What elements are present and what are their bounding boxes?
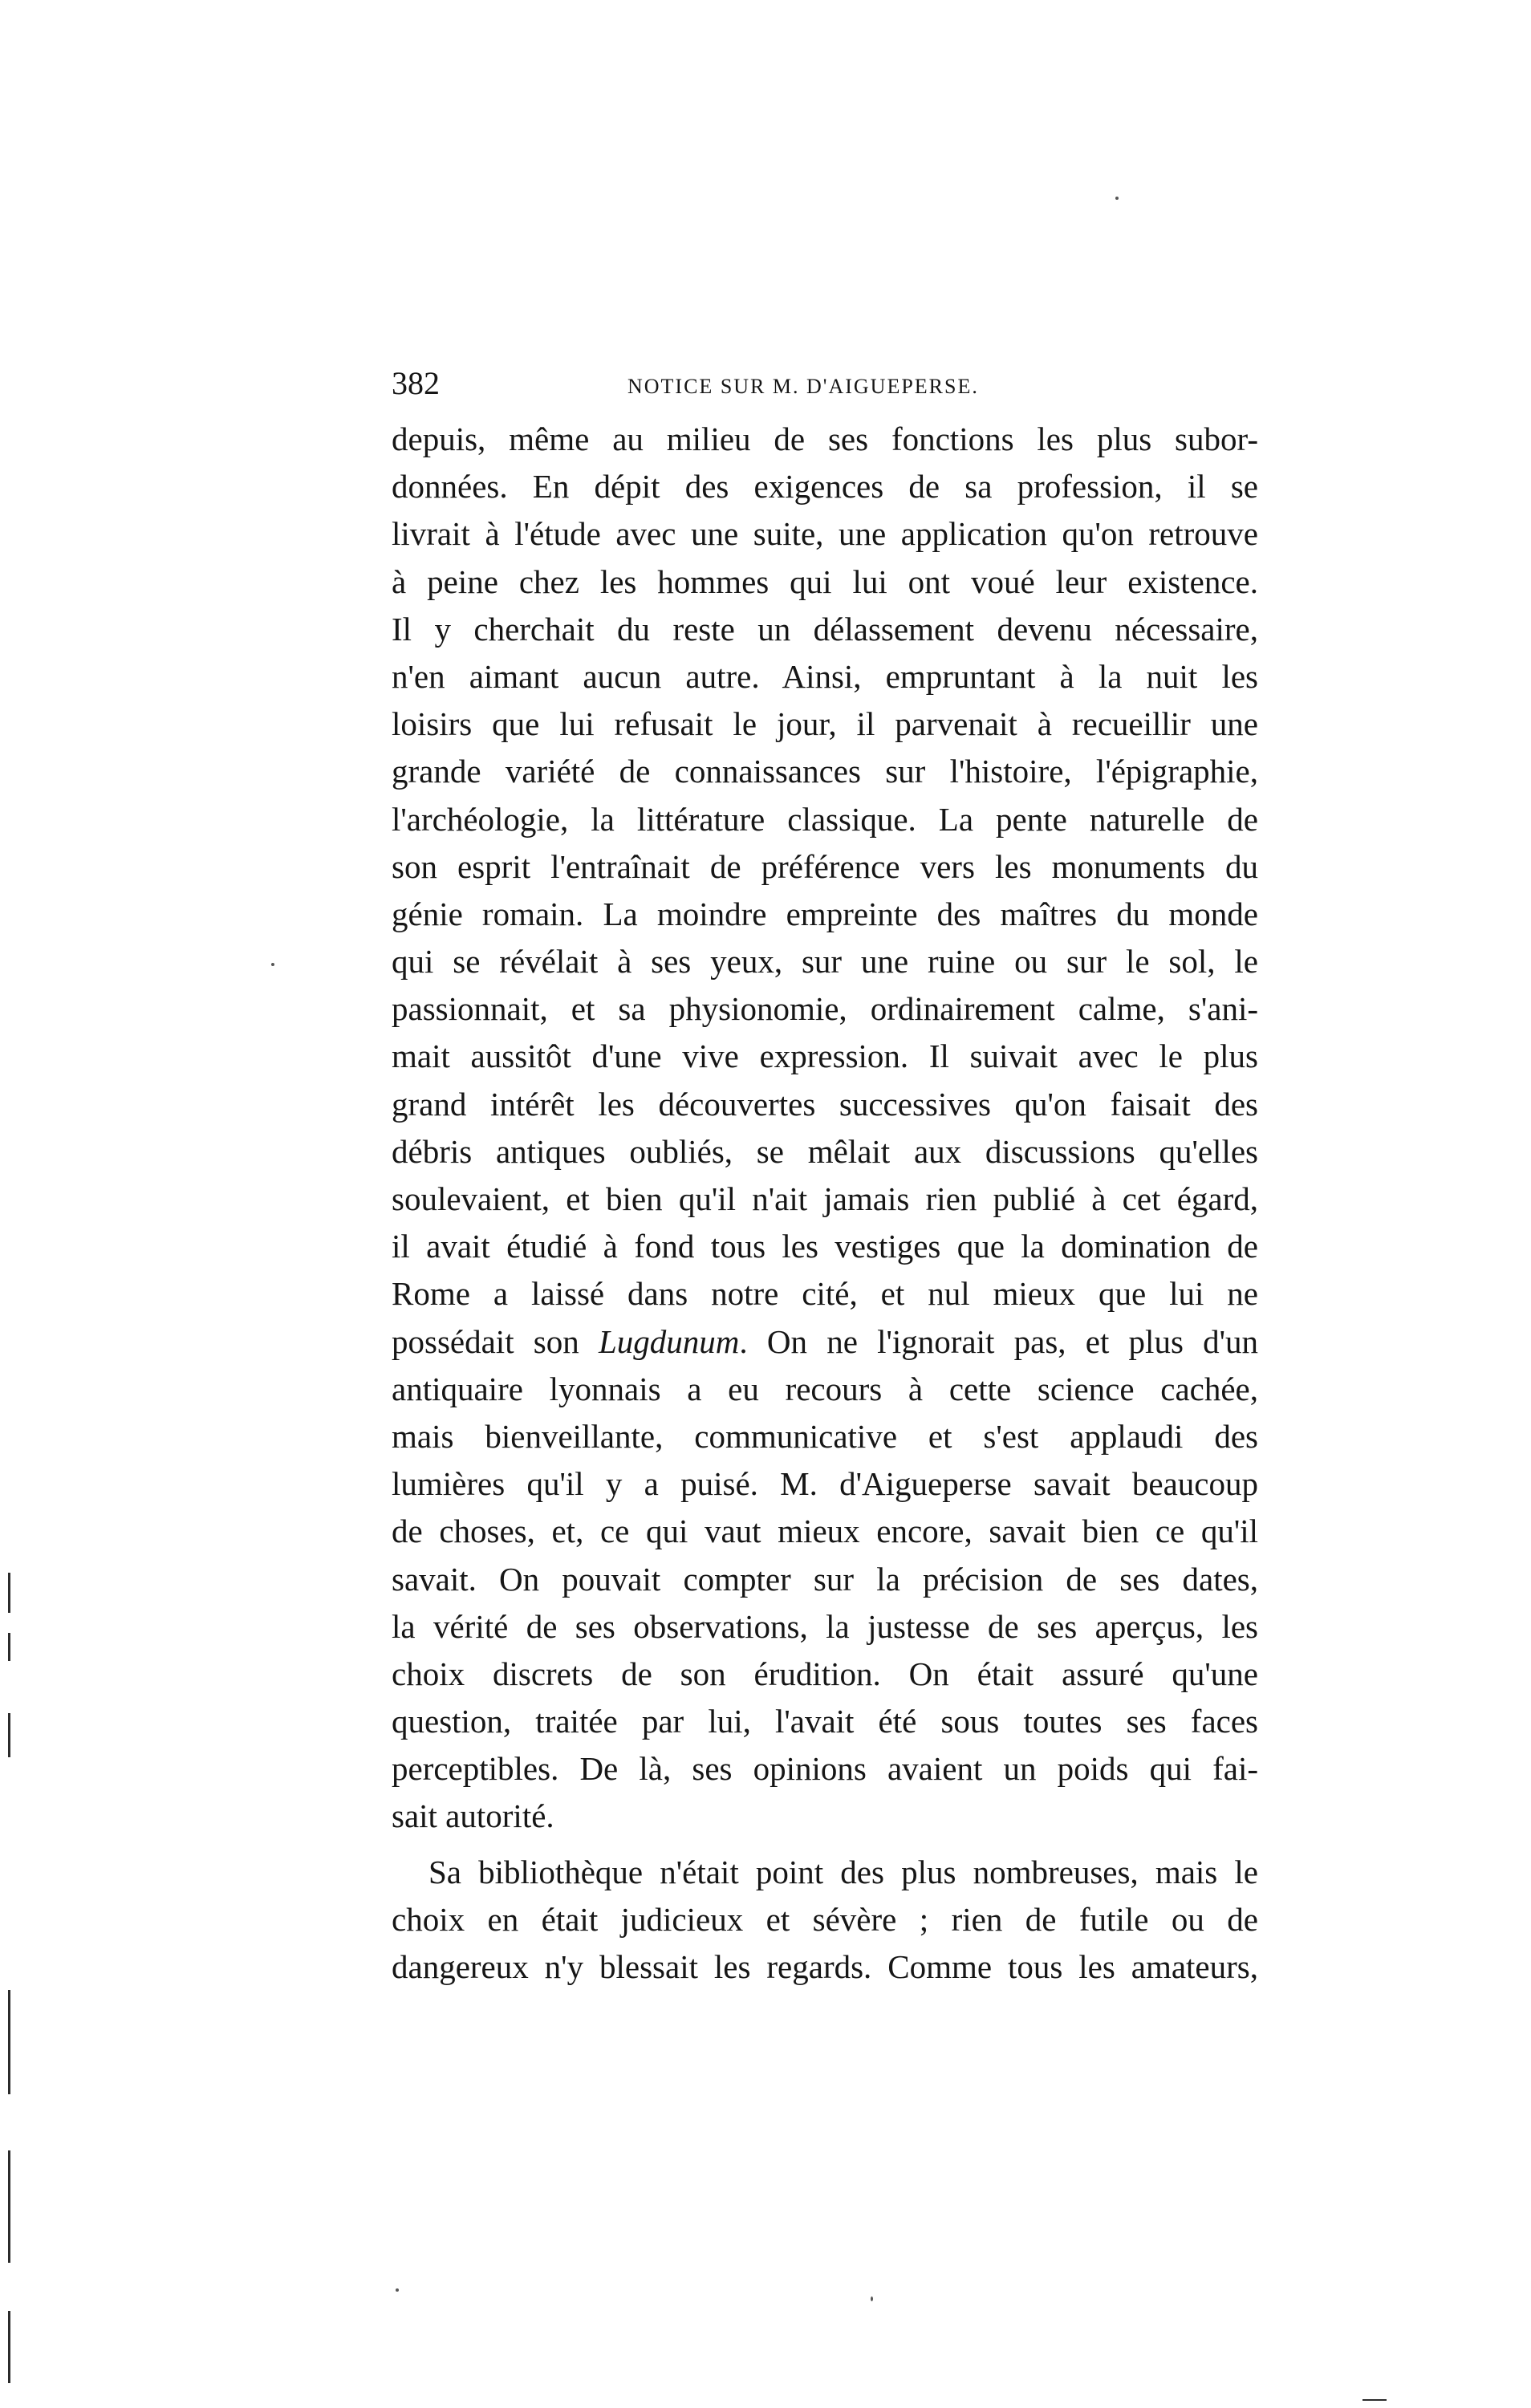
text-line: antiquaire lyonnais a eu recours à cette science cachée, xyxy=(392,1370,1258,1407)
text-line: choix en était judicieux et sévère ; rien de futile ou de xyxy=(392,1900,1258,1938)
scan-edge-mark xyxy=(8,1990,10,2094)
scan-edge-mark xyxy=(8,1633,10,1661)
text-line: savait. On pouvait compter sur la précision de ses dates, xyxy=(392,1560,1258,1598)
line-suffix: . On ne l'ignorait pas, et plus d'un xyxy=(739,1322,1258,1360)
scan-edge-mark xyxy=(8,1573,10,1613)
line-prefix: possédait son xyxy=(392,1322,599,1360)
text-line: Il y cherchait du reste un délassement devenu nécessaire, xyxy=(392,610,1258,648)
running-head: NOTICE SUR M. D'AIGUEPERSE. xyxy=(627,375,979,398)
text-line: question, traitée par lui, l'avait été sous toutes ses faces xyxy=(392,1703,1258,1740)
body-text xyxy=(392,416,1258,1991)
text-line: livrait à l'étude avec une suite, une application qu'on retrouve xyxy=(392,515,1258,553)
text-line: loisirs que lui refusait le jour, il parvenait à recueillir une xyxy=(392,705,1258,743)
text-line-paragraph-start: Sa bibliothèque n'était point des plus nombreuses, mais le xyxy=(428,1853,1258,1890)
scan-edge-mark xyxy=(8,1713,10,1757)
text-line: débris antiques oubliés, se mêlait aux discussions qu'elles xyxy=(392,1132,1258,1170)
scan-speck xyxy=(396,2288,399,2292)
page-number: 382 xyxy=(392,365,440,401)
scan-speck xyxy=(271,963,274,966)
italic-word-lugdunum: Lugdunum xyxy=(598,1322,740,1360)
text-line: grand intérêt les découvertes successives qu'on faisait des xyxy=(392,1085,1258,1123)
scan-edge-mark xyxy=(8,2150,10,2263)
scan-speck xyxy=(1115,197,1119,200)
text-line: la vérité de ses observations, la justesse de ses aperçus, les xyxy=(392,1607,1258,1645)
text-line: de choses, et, ce qui vaut mieux encore, savait bien ce qu'il xyxy=(392,1513,1258,1550)
text-line: perceptibles. De là, ses opinions avaient un poids qui fai- xyxy=(392,1750,1258,1788)
text-line: qui se révélait à ses yeux, sur une ruine ou sur le sol, le xyxy=(392,943,1258,981)
text-line: son esprit l'entraînait de préférence vers les monuments du xyxy=(392,847,1258,885)
text-line-with-italic xyxy=(392,1318,1258,1366)
text-line: mais bienveillante, communicative et s'est applaudi des xyxy=(392,1417,1258,1455)
page-header xyxy=(392,359,1258,408)
text-line: passionnait, et sa physionomie, ordinairement calme, s'ani- xyxy=(392,990,1258,1028)
text-line: Rome a laissé dans notre cité, et nul mieux que lui ne xyxy=(392,1275,1258,1313)
text-line: données. En dépit des exigences de sa profession, il se xyxy=(392,468,1258,506)
text-line: à peine chez les hommes qui lui ont voué leur existence. xyxy=(392,562,1258,600)
text-line: mait aussitôt d'une vive expression. Il suivait avec le plus xyxy=(392,1038,1258,1075)
text-line: choix discrets de son érudition. On était assuré qu'une xyxy=(392,1655,1258,1692)
text-line: il avait étudié à fond tous les vestiges que la domination de xyxy=(392,1228,1258,1265)
scan-edge-mark xyxy=(1362,2399,1387,2401)
text-line-paragraph-end: sait autorité. xyxy=(392,1797,554,1835)
text-line: n'en aimant aucun autre. Ainsi, empruntant à la nuit les xyxy=(392,657,1258,695)
text-line: lumières qu'il y a puisé. M. d'Aigueperse savait beaucoup xyxy=(392,1465,1258,1503)
scan-edge-mark xyxy=(8,2311,10,2383)
text-line: l'archéologie, la littérature classique. La pente naturelle de xyxy=(392,800,1258,838)
text-line: génie romain. La moindre empreinte des maîtres du monde xyxy=(392,895,1258,932)
text-line: depuis, même au milieu de ses fonctions les plus subor- xyxy=(392,420,1258,457)
scan-speck xyxy=(871,2296,873,2301)
text-line: dangereux n'y blessait les regards. Comme tous les amateurs, xyxy=(392,1948,1258,1985)
text-line: grande variété de connaissances sur l'histoire, l'épigraphie, xyxy=(392,753,1258,790)
text-line: soulevaient, et bien qu'il n'ait jamais rien publié à cet égard, xyxy=(392,1180,1258,1217)
paragraph-gap xyxy=(392,1841,1258,1849)
